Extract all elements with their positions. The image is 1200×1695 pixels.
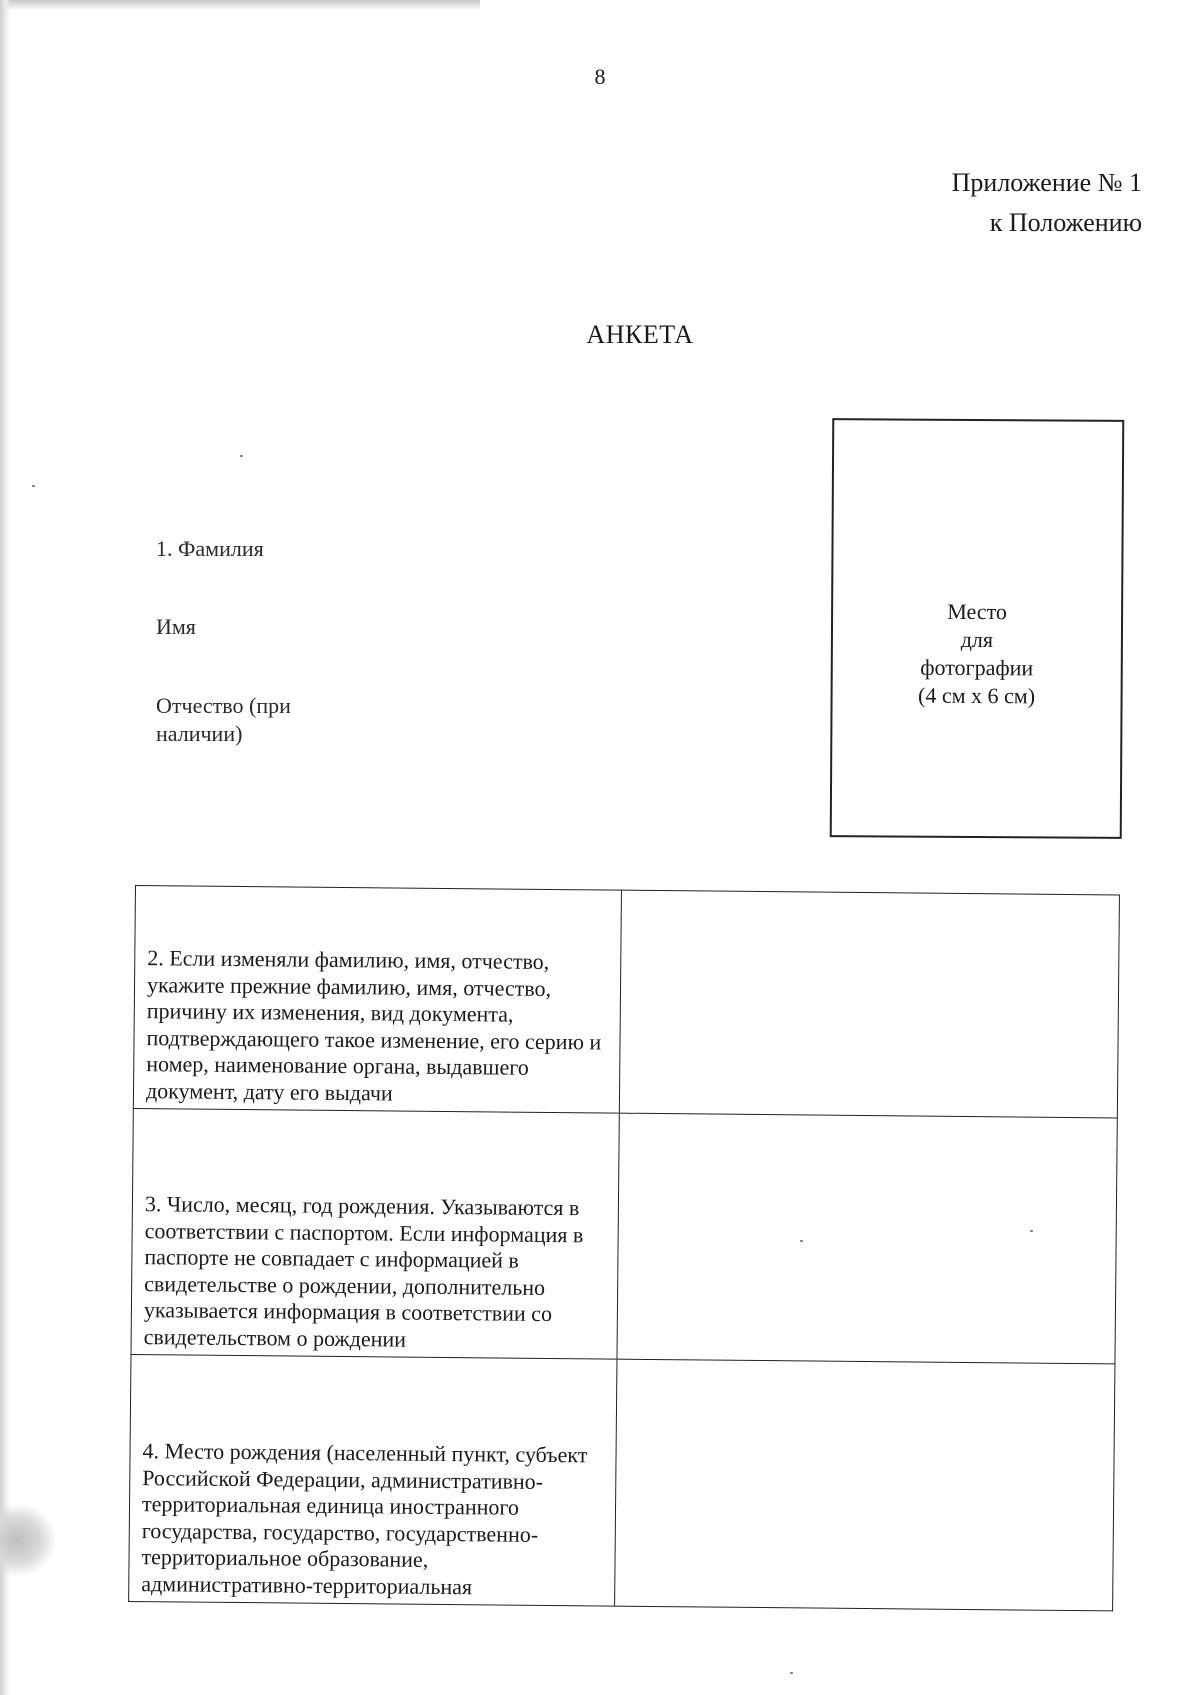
page-number: 8 xyxy=(594,64,606,89)
answer-cell[interactable] xyxy=(615,1359,1115,1611)
scan-blot xyxy=(0,1505,55,1575)
appendix-line-2: к Положению xyxy=(989,208,1142,237)
question-cell: 4. Место рождения (населенный пункт, субъект Российской Федерации, административно-территориальная единица иностранного государства, государство, государственно-территориальное образование, административно-территориальная xyxy=(129,1354,617,1606)
photo-caption-line-3: фотографии xyxy=(920,654,1034,681)
scan-speck xyxy=(240,455,243,457)
photo-caption-line-2: для xyxy=(960,626,994,653)
questionnaire-table xyxy=(128,885,1120,1611)
scan-edge-left xyxy=(0,0,10,1695)
surname-label: 1. Фамилия xyxy=(156,536,264,561)
table-row xyxy=(129,1354,1115,1610)
form-title: АНКЕТА xyxy=(586,320,694,349)
photo-caption-line-1: Место xyxy=(947,598,1008,625)
answer-cell[interactable] xyxy=(617,1113,1117,1364)
table-row xyxy=(133,886,1119,1118)
photo-caption-line-4: (4 см х 6 см) xyxy=(917,682,1036,709)
patronymic-label: Отчество (при наличии) xyxy=(156,693,291,746)
scan-speck xyxy=(32,485,35,487)
answer-cell[interactable] xyxy=(619,890,1119,1118)
question-cell: 3. Число, месяц, год рождения. Указываются в соответствии с паспортом. Если информация в паспорте не совпадает с информацией в свидетельстве о рождении, дополнительно указывается информация в соответствии со свидетельством о рождении xyxy=(131,1108,619,1359)
table-row xyxy=(131,1108,1117,1363)
scan-speck xyxy=(1030,1230,1033,1232)
appendix-line-1: Приложение № 1 xyxy=(951,168,1142,197)
scan-edge-top xyxy=(0,0,480,10)
photo-caption xyxy=(833,597,1122,711)
scan-speck xyxy=(800,1240,803,1242)
name-label: Имя xyxy=(156,614,196,639)
photo-placeholder xyxy=(830,418,1125,839)
question-cell: 2. Если изменяли фамилию, имя, отчество, укажите прежние фамилию, имя, отчество, причину их изменения, вид документа, подтверждающего такое изменение, его серию и номер, наименование органа, выдавшего документ, дату его выдачи xyxy=(133,886,621,1114)
scan-speck xyxy=(790,1672,793,1674)
appendix-header xyxy=(952,163,1142,243)
